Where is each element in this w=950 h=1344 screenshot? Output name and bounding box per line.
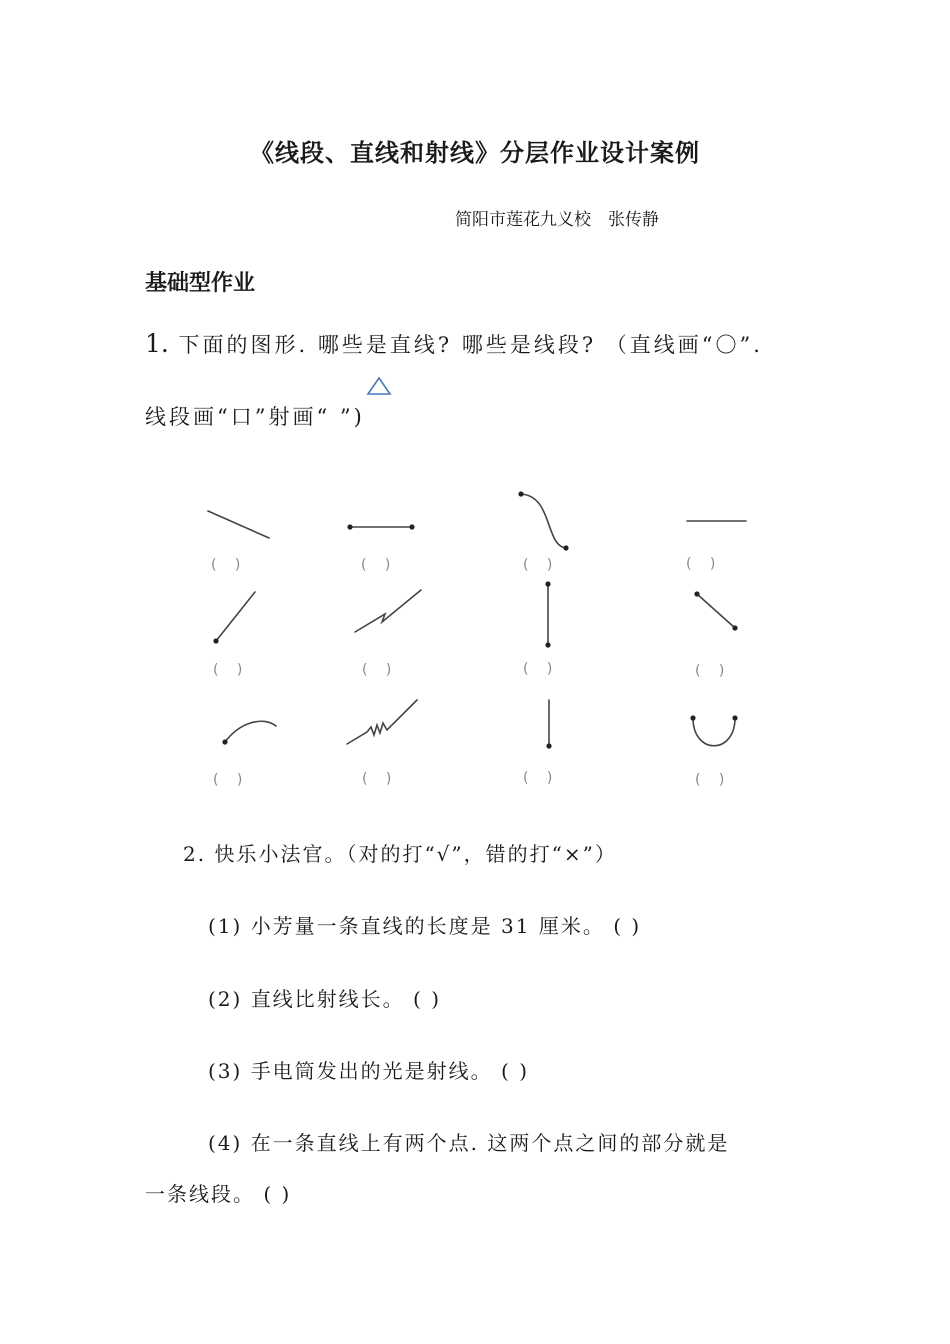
answer-blank: ( ) xyxy=(361,557,391,573)
figure-zigzag-line-2 xyxy=(347,700,417,744)
answer-blank: ( ) xyxy=(523,770,553,786)
answer-blank: ( ) xyxy=(362,662,392,678)
figure-u-curve xyxy=(693,718,735,746)
answer-blank: ( ) xyxy=(213,772,243,788)
question-2-item-4-line-1: (4) 在一条直线上有两个点. 这两个点之间的部分就是 xyxy=(208,1131,730,1155)
author-line: 简阳市莲花九义校 张传静 xyxy=(455,210,659,230)
figure-curve-segment xyxy=(521,494,566,548)
figure-arc-ray xyxy=(225,721,276,742)
answer-blank: ( ) xyxy=(213,662,243,678)
figure-line-no-endpoints xyxy=(208,511,269,538)
question-2-item-1: (1) 小芳量一条直线的长度是 31 厘米。 ( ) xyxy=(208,914,642,938)
answer-blank: ( ) xyxy=(362,771,392,787)
line-figure-grid xyxy=(185,470,765,800)
answer-blank: ( ) xyxy=(695,772,725,788)
section-heading: 基础型作业 xyxy=(145,271,256,296)
figure-ray-diagonal xyxy=(216,592,255,641)
question-2-item-3: (3) 手电筒发出的光是射线。 ( ) xyxy=(208,1059,530,1083)
question-2-item-2: (2) 直线比射线长。 ( ) xyxy=(208,987,442,1011)
document-title: 《线段、直线和射线》分层作业设计案例 xyxy=(250,139,700,167)
question-2-item-4-line-2: 一条线段。 ( ) xyxy=(145,1182,292,1206)
answer-blank: ( ) xyxy=(523,557,553,573)
answer-blank: ( ) xyxy=(686,556,716,572)
figure-segment-diagonal xyxy=(697,594,735,628)
answer-blank: ( ) xyxy=(523,661,553,677)
answer-blank: ( ) xyxy=(211,557,241,573)
figure-zigzag-line xyxy=(355,590,421,632)
question-1-text: 下面的图形. 哪些是直线? 哪些是线段? （直线画“〇”. xyxy=(168,333,763,357)
question-1-line-1 xyxy=(145,329,763,359)
question-2-title: 2. 快乐小法官。（对的打“√”，错的打“×”） xyxy=(183,842,617,866)
question-1-line-2: 线段画“口”射画“ ”) xyxy=(145,405,365,429)
answer-blank: ( ) xyxy=(695,663,725,679)
triangle-icon xyxy=(366,376,392,396)
question-1-number: 1. xyxy=(145,329,169,358)
